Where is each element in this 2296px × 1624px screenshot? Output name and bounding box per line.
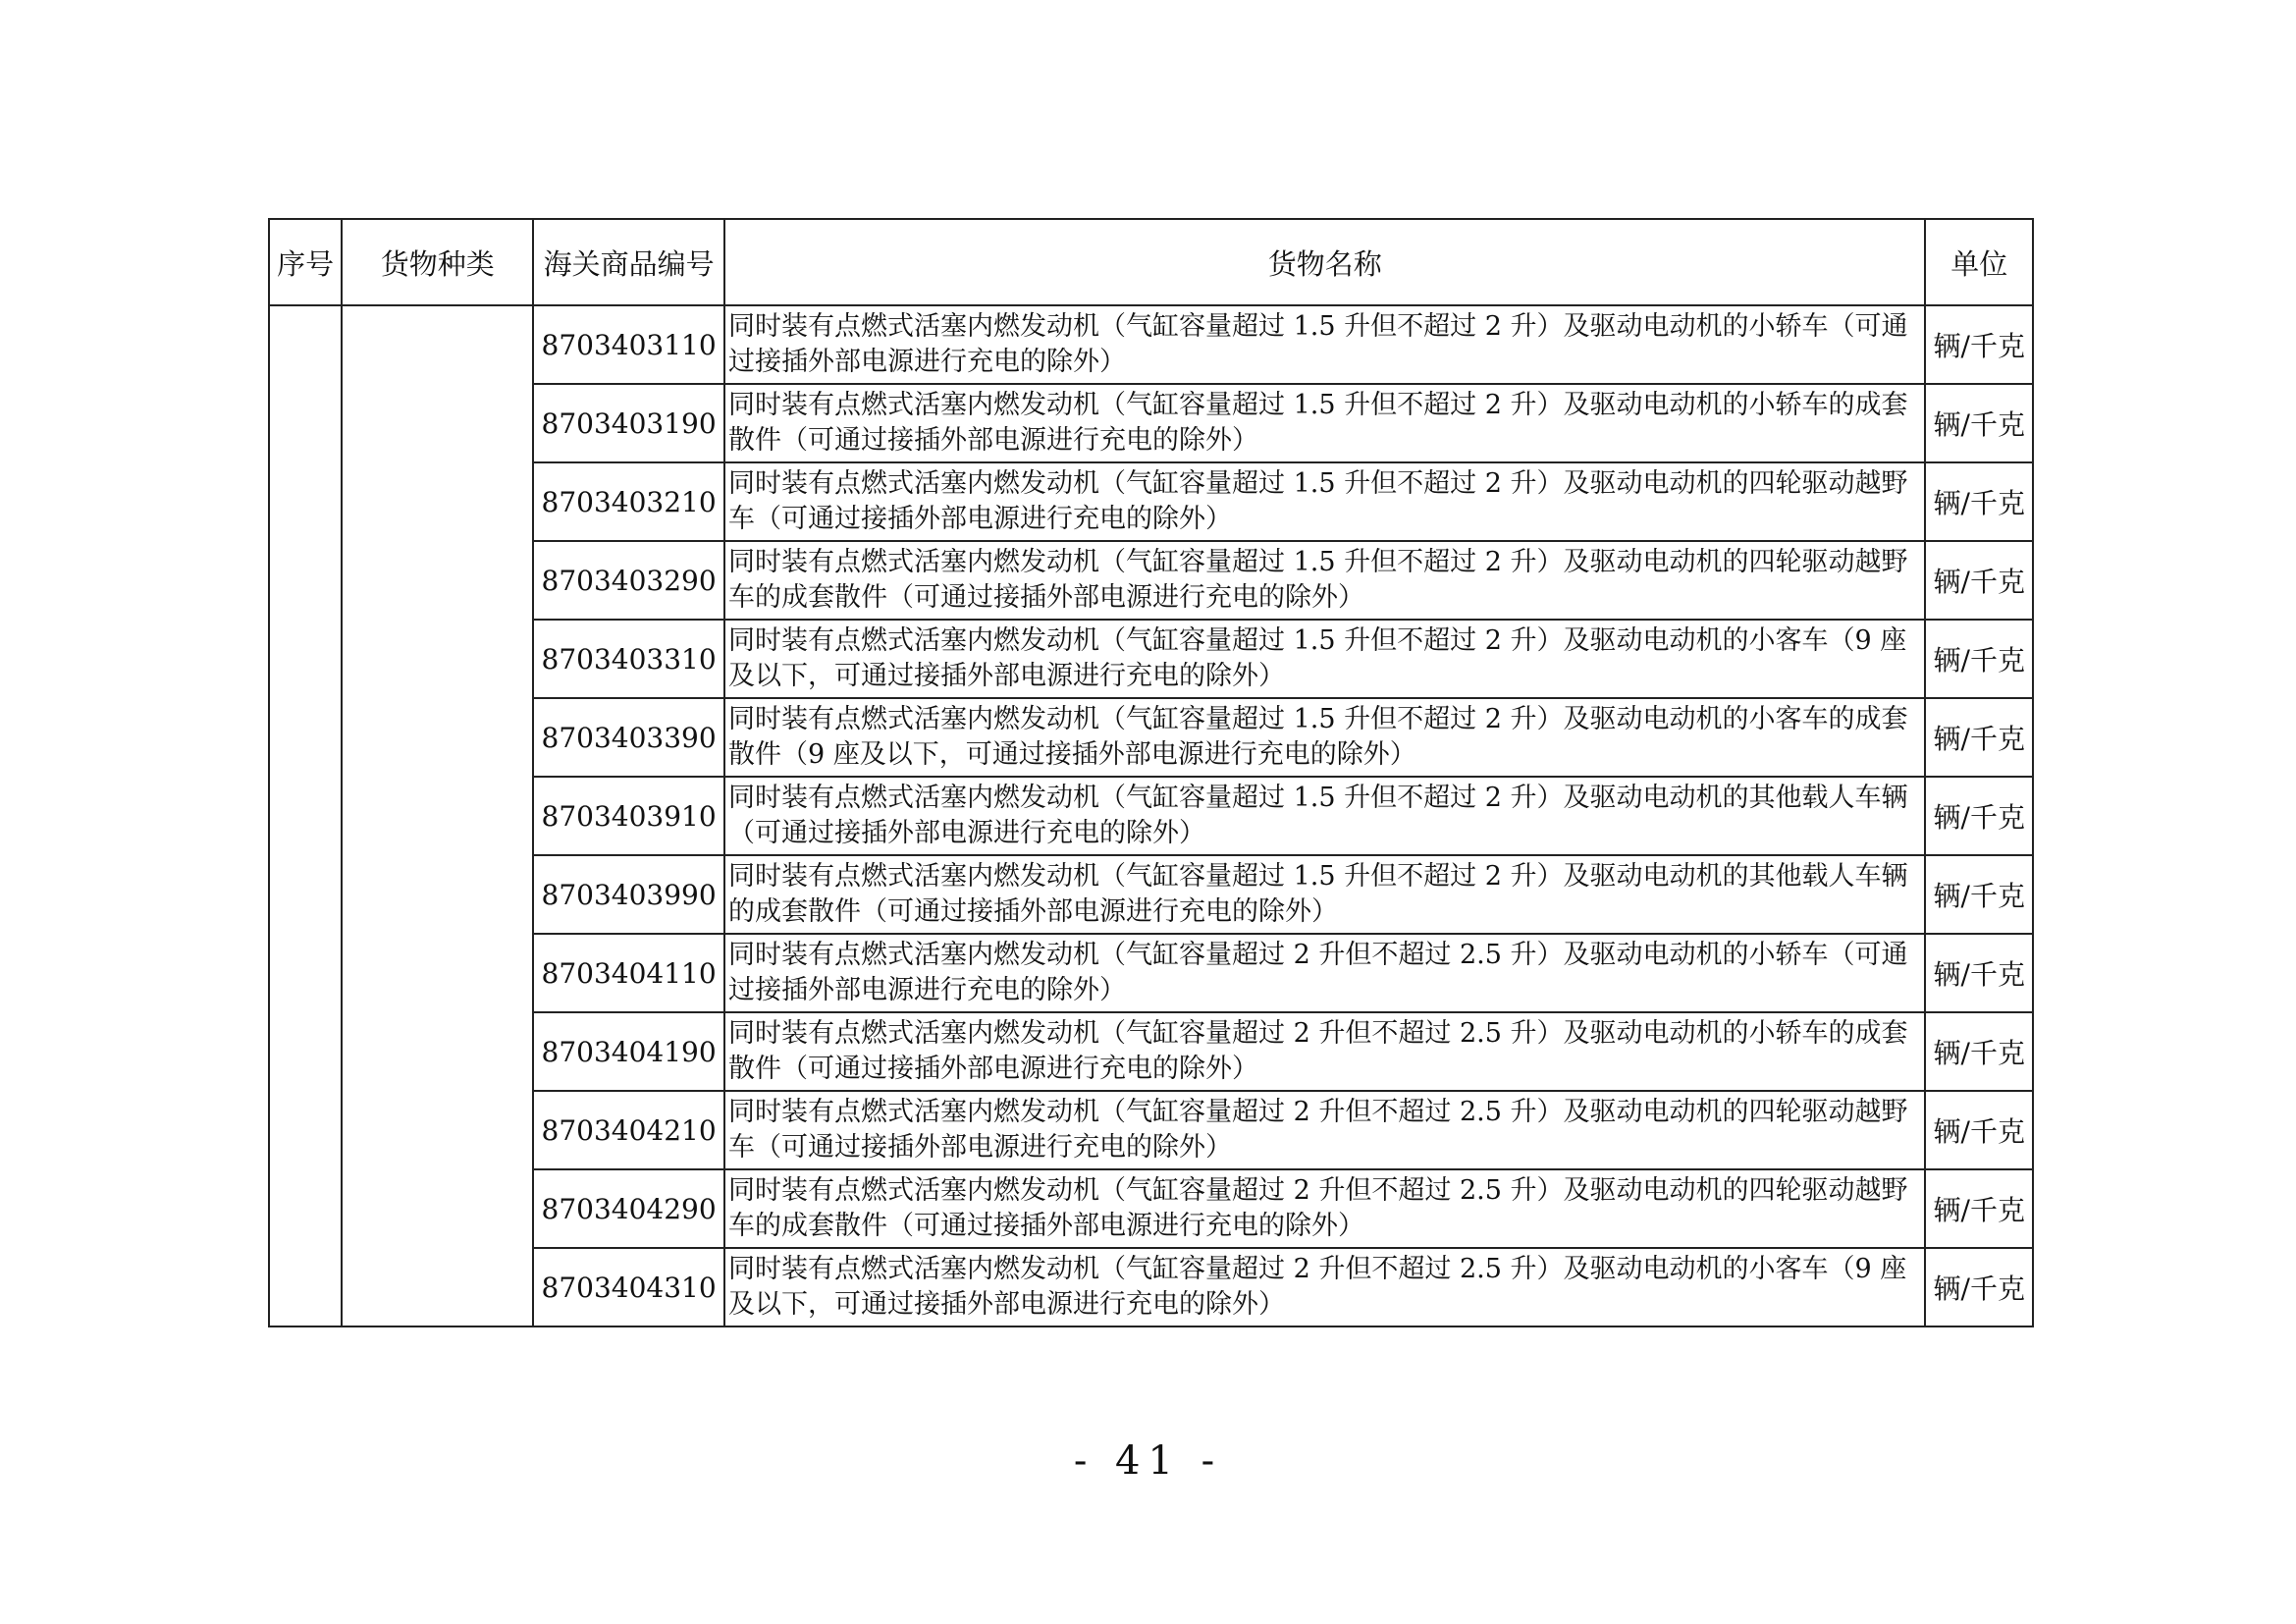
goods-name-cell: 同时装有点燃式活塞内燃发动机（气缸容量超过 1.5 升但不超过 2 升）及驱动电动机的小客车（9 座及以下，可通过接插外部电源进行充电的除外） — [724, 620, 1925, 698]
unit-cell: 辆/千克 — [1925, 1012, 2033, 1091]
table-row — [269, 777, 2033, 855]
goods-name-cell: 同时装有点燃式活塞内燃发动机（气缸容量超过 2 升但不超过 2.5 升）及驱动电动机的四轮驱动越野车的成套散件（可通过接插外部电源进行充电的除外） — [724, 1169, 1925, 1248]
unit-cell: 辆/千克 — [1925, 777, 2033, 855]
goods-name-cell: 同时装有点燃式活塞内燃发动机（气缸容量超过 1.5 升但不超过 2 升）及驱动电动机的其他载人车辆（可通过接插外部电源进行充电的除外） — [724, 777, 1925, 855]
goods-name-cell: 同时装有点燃式活塞内燃发动机（气缸容量超过 1.5 升但不超过 2 升）及驱动电动机的四轮驱动越野车（可通过接插外部电源进行充电的除外） — [724, 462, 1925, 541]
unit-cell: 辆/千克 — [1925, 855, 2033, 934]
unit-cell: 辆/千克 — [1925, 462, 2033, 541]
goods-name-cell: 同时装有点燃式活塞内燃发动机（气缸容量超过 1.5 升但不超过 2 升）及驱动电动机的小客车的成套散件（9 座及以下，可通过接插外部电源进行充电的除外） — [724, 698, 1925, 777]
unit-cell: 辆/千克 — [1925, 1248, 2033, 1326]
customs-code-cell: 8703403990 — [533, 855, 724, 934]
customs-code-cell: 8703404110 — [533, 934, 724, 1012]
customs-code-cell: 8703404290 — [533, 1169, 724, 1248]
unit-cell: 辆/千克 — [1925, 1169, 2033, 1248]
customs-code-cell: 8703403190 — [533, 384, 724, 462]
header-code: 海关商品编号 — [533, 219, 724, 305]
unit-cell: 辆/千克 — [1925, 305, 2033, 384]
header-unit: 单位 — [1925, 219, 2033, 305]
goods-table — [268, 218, 2034, 1327]
unit-cell: 辆/千克 — [1925, 384, 2033, 462]
table-row — [269, 698, 2033, 777]
customs-code-cell: 8703403310 — [533, 620, 724, 698]
unit-cell: 辆/千克 — [1925, 620, 2033, 698]
table-row — [269, 1169, 2033, 1248]
customs-code-cell: 8703403910 — [533, 777, 724, 855]
goods-name-cell: 同时装有点燃式活塞内燃发动机（气缸容量超过 1.5 升但不超过 2 升）及驱动电动机的其他载人车辆的成套散件（可通过接插外部电源进行充电的除外） — [724, 855, 1925, 934]
header-seq: 序号 — [269, 219, 342, 305]
customs-code-cell: 8703404190 — [533, 1012, 724, 1091]
goods-name-cell: 同时装有点燃式活塞内燃发动机（气缸容量超过 2 升但不超过 2.5 升）及驱动电动机的小客车（9 座及以下，可通过接插外部电源进行充电的除外） — [724, 1248, 1925, 1326]
header-name: 货物名称 — [724, 219, 1925, 305]
table-row — [269, 1012, 2033, 1091]
goods-name-cell: 同时装有点燃式活塞内燃发动机（气缸容量超过 2 升但不超过 2.5 升）及驱动电动机的四轮驱动越野车（可通过接插外部电源进行充电的除外） — [724, 1091, 1925, 1169]
table-header-row — [269, 219, 2033, 305]
header-type: 货物种类 — [342, 219, 533, 305]
table-row — [269, 541, 2033, 620]
table-row — [269, 934, 2033, 1012]
goods-name-cell: 同时装有点燃式活塞内燃发动机（气缸容量超过 1.5 升但不超过 2 升）及驱动电动机的小轿车的成套散件（可通过接插外部电源进行充电的除外） — [724, 384, 1925, 462]
customs-code-cell: 8703403210 — [533, 462, 724, 541]
goods-name-cell: 同时装有点燃式活塞内燃发动机（气缸容量超过 2 升但不超过 2.5 升）及驱动电动机的小轿车的成套散件（可通过接插外部电源进行充电的除外） — [724, 1012, 1925, 1091]
customs-code-cell: 8703403290 — [533, 541, 724, 620]
seq-cell — [269, 305, 342, 1326]
unit-cell: 辆/千克 — [1925, 1091, 2033, 1169]
table-row — [269, 1091, 2033, 1169]
page-number: - 41 - — [1073, 1438, 1223, 1484]
unit-cell: 辆/千克 — [1925, 698, 2033, 777]
goods-name-cell: 同时装有点燃式活塞内燃发动机（气缸容量超过 1.5 升但不超过 2 升）及驱动电动机的小轿车（可通过接插外部电源进行充电的除外） — [724, 305, 1925, 384]
customs-code-cell: 8703404310 — [533, 1248, 724, 1326]
table-row — [269, 305, 2033, 384]
table-row — [269, 384, 2033, 462]
table-row — [269, 620, 2033, 698]
goods-name-cell: 同时装有点燃式活塞内燃发动机（气缸容量超过 1.5 升但不超过 2 升）及驱动电动机的四轮驱动越野车的成套散件（可通过接插外部电源进行充电的除外） — [724, 541, 1925, 620]
unit-cell: 辆/千克 — [1925, 934, 2033, 1012]
table-row — [269, 855, 2033, 934]
goods-type-cell — [342, 305, 533, 1326]
table-row — [269, 1248, 2033, 1326]
unit-cell: 辆/千克 — [1925, 541, 2033, 620]
customs-code-cell: 8703404210 — [533, 1091, 724, 1169]
customs-code-cell: 8703403110 — [533, 305, 724, 384]
table-row — [269, 462, 2033, 541]
table-body — [269, 305, 2033, 1326]
goods-name-cell: 同时装有点燃式活塞内燃发动机（气缸容量超过 2 升但不超过 2.5 升）及驱动电动机的小轿车（可通过接插外部电源进行充电的除外） — [724, 934, 1925, 1012]
customs-code-cell: 8703403390 — [533, 698, 724, 777]
